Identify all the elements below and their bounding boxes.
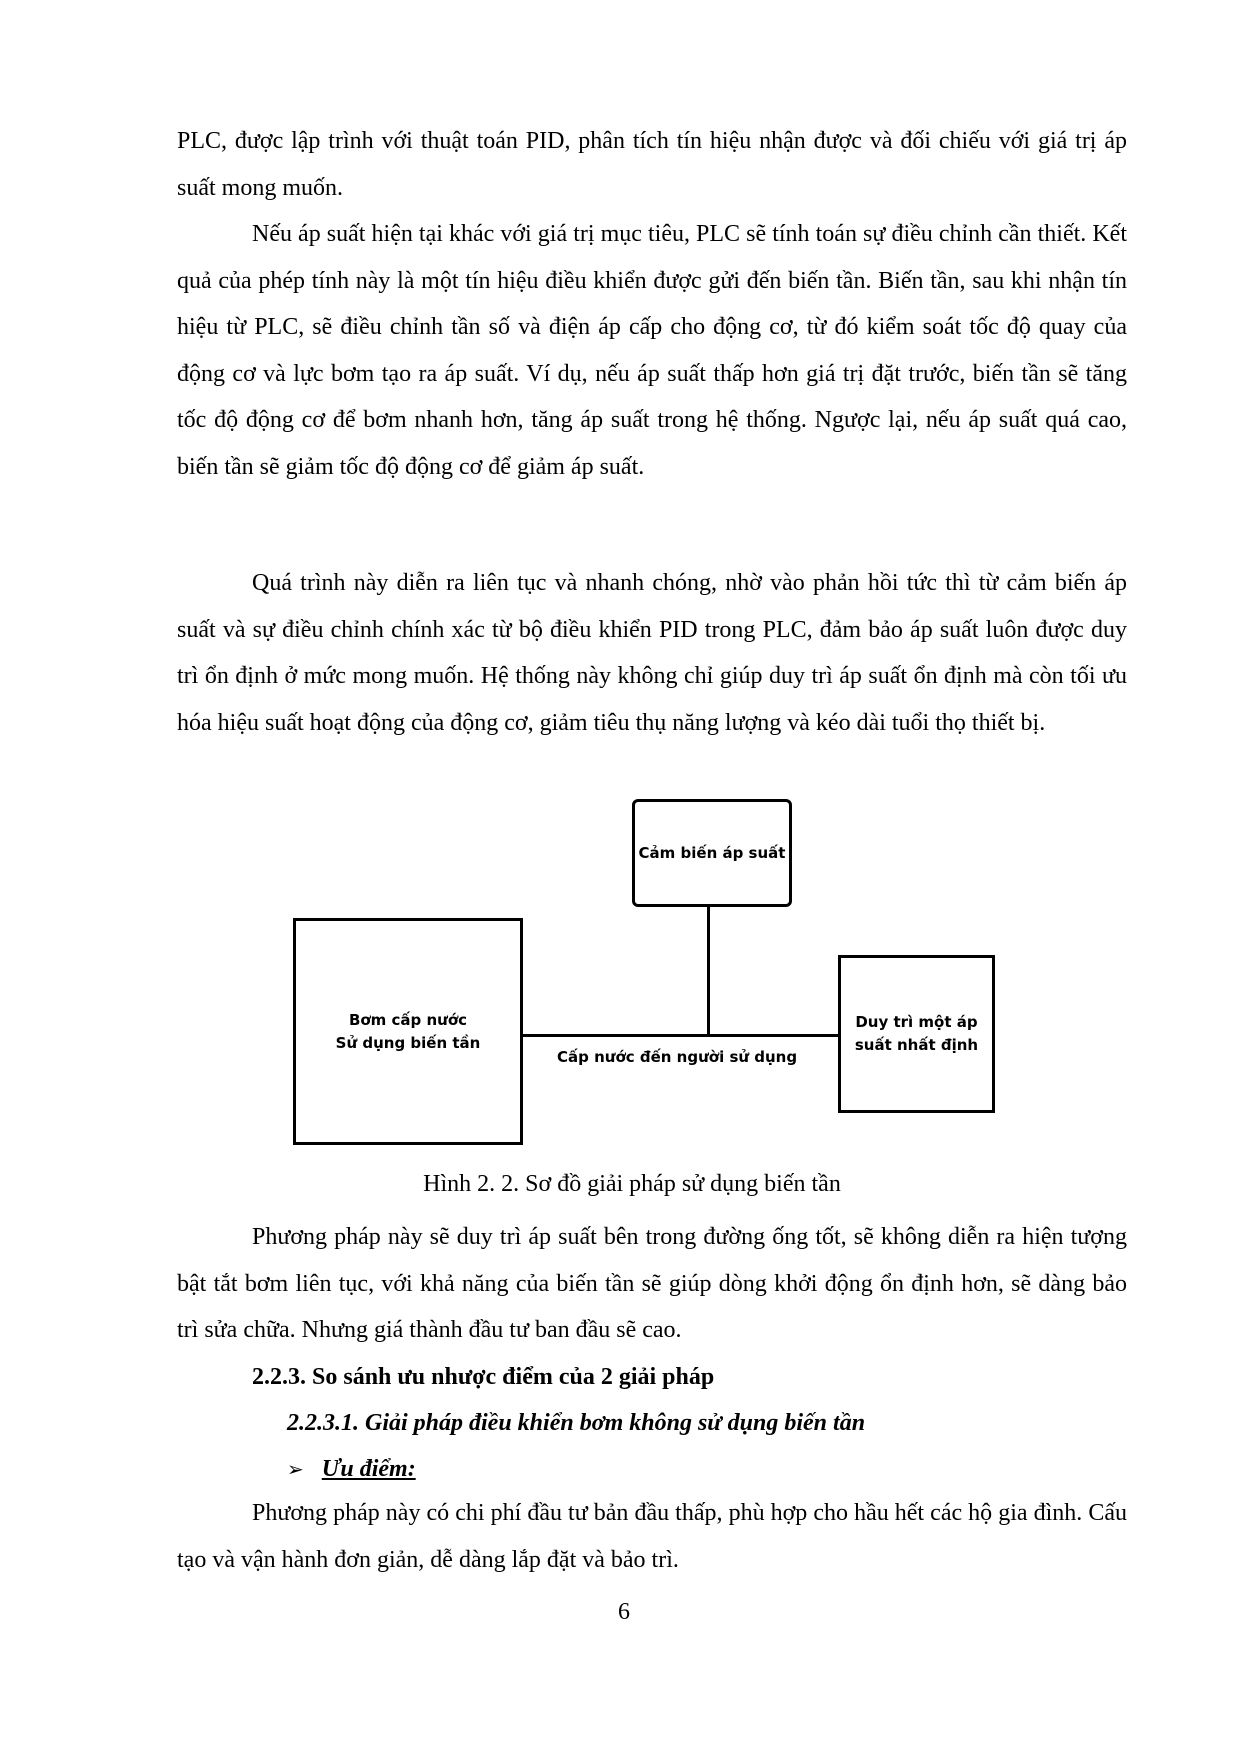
section-heading: 2.2.3. So sánh ưu nhược điểm của 2 giải pháp [252,1364,715,1390]
pressure-maintain-box [838,955,995,1113]
paragraph-pressure-adjustment: Nếu áp suất hiện tại khác với giá trị mục tiêu, PLC sẽ tính toán sự điều chỉnh cần thiết. Kết quả của phép tính này là một tín hiệu điều khiển được gửi đến biến tần. Biến tần, sau khi nhận tín hiệu từ PLC, sẽ điều chỉnh tần số và điện áp cấp cho động cơ, từ đó kiểm soát tốc độ quay của động cơ và lực bơm tạo ra áp suất. Ví dụ, nếu áp suất thấp hơn giá trị đặt trước, biến tần sẽ tăng tốc độ động cơ để bơm nhanh hơn, tăng áp suất trong hệ thống. Ngược lại, nếu áp suất quá cao, biến tần sẽ giảm tốc độ động cơ để giảm áp suất. [177,221,1127,480]
paragraph-advantages: Phương pháp này có chi phí đầu tư bản đầu thấp, phù hợp cho hầu hết các hộ gia đình. Cấu tạo và vận hành đơn giản, dễ dàng lắp đặt và bảo trì. [177,1500,1127,1573]
advantages-label: Ưu điểm: [321,1456,416,1482]
paragraph-plc-pid: PLC, được lập trình với thuật toán PID, phân tích tín hiệu nhận được và đối chiếu với giá trị áp suất mong muốn. [177,128,1127,201]
page-number: 6 [618,1599,630,1625]
figure-caption: Hình 2. 2. Sơ đồ giải pháp sử dụng biến tần [423,1171,841,1197]
pump-label-line2: Sử dụng biến tần [335,1033,481,1052]
pump-box [293,918,523,1145]
water-pipe-line [521,1034,840,1037]
advantages-bullet [287,1454,416,1484]
subsection-heading: 2.2.3.1. Giải pháp điều khiển bơm không sử dụng biến tần [287,1410,866,1436]
paragraph-continuous-process: Quá trình này diễn ra liên tục và nhanh chóng, nhờ vào phản hồi tức thì từ cảm biến áp suất và sự điều chỉnh chính xác từ bộ điều khiển PID trong PLC, đảm bảo áp suất luôn được duy trì ổn định ở mức mong muốn. Hệ thống này không chỉ giúp duy trì áp suất ổn định mà còn tối ưu hóa hiệu suất hoạt động của động cơ, giảm tiêu thụ năng lượng và kéo dài tuổi thọ thiết bị. [177,570,1127,736]
paragraph-inverter-method: Phương pháp này sẽ duy trì áp suất bên trong đường ống tốt, sẽ không diễn ra hiện tượng bật tắt bơm liên tục, với khả năng của biến tần sẽ giúp dòng khởi động ổn định hơn, sẽ dàng bảo trì sửa chữa. Nhưng giá thành đầu tư ban đầu sẽ cao. [177,1224,1127,1343]
pressure-sensor-box [632,799,792,907]
sensor-connector-line [707,905,710,1036]
pressure-maintain-line2: suất nhất định [854,1036,979,1054]
pipe-label: Cấp nước đến người sử dụng [557,1048,798,1066]
pressure-maintain-line1: Duy trì một áp [855,1013,978,1031]
arrow-bullet-icon: ➢ [287,1457,304,1481]
pump-label-line1: Bơm cấp nước [348,1010,468,1029]
pressure-sensor-label: Cảm biến áp suất [638,843,786,862]
